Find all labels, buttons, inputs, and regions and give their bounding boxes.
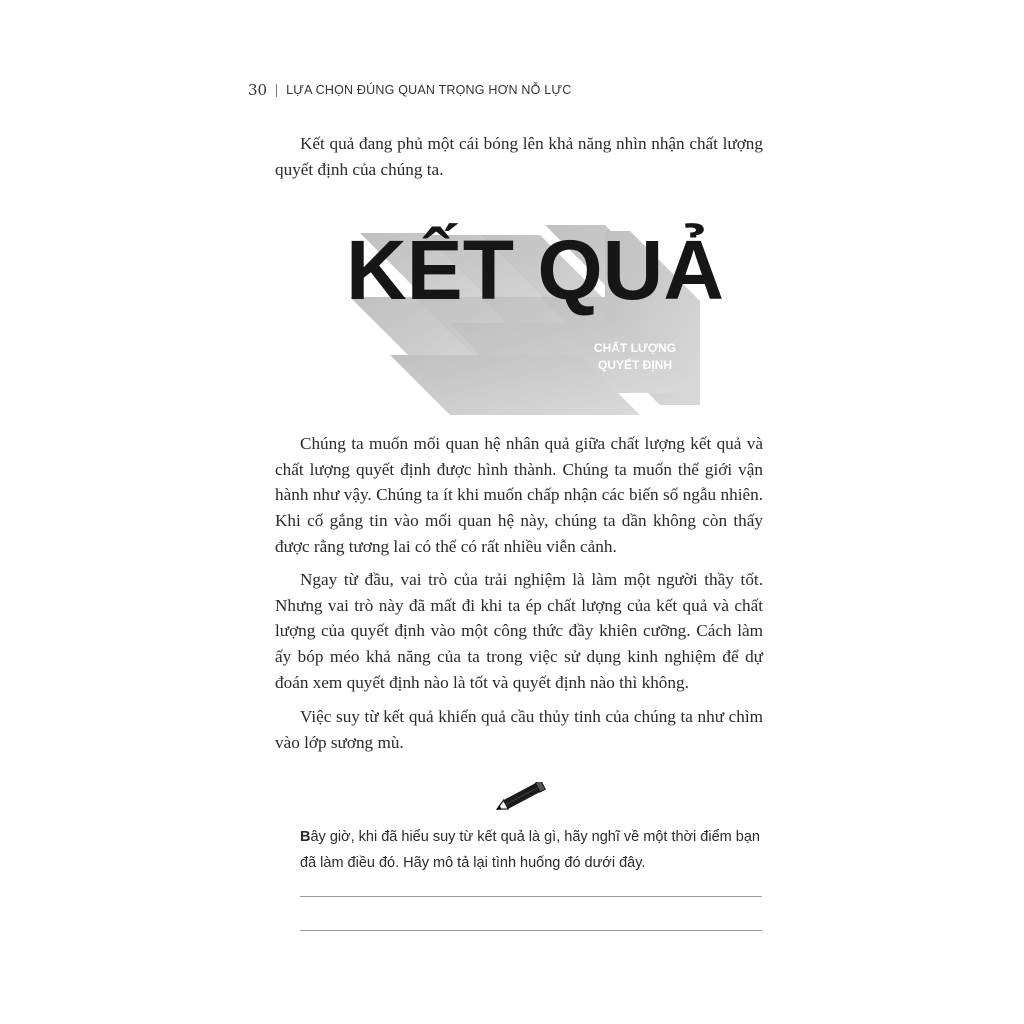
pencil-icon bbox=[490, 782, 550, 816]
running-header bbox=[248, 80, 572, 100]
figure-main-text: KẾT QUẢ bbox=[346, 223, 724, 317]
figure-shadow-label-line2: QUYẾT ĐỊNH bbox=[597, 358, 673, 372]
exercise-first-letter: B bbox=[300, 829, 311, 845]
figure-svg bbox=[330, 205, 730, 420]
running-title: LỰA CHỌN ĐÚNG QUAN TRỌNG HƠN NỖ LỰC bbox=[286, 83, 572, 97]
body-paragraph-1: Chúng ta muốn mối quan hệ nhân quả giữa chất lượng kết quả và chất lượng quyết định được hình thành. Chúng ta muốn thế giới vận hành như vậy. Chúng ta ít khi muốn chấp nhận các biến số ngẫu nhiên. Khi cố gắng tin vào mối quan hệ này, chúng ta dần không còn thấy được rằng tương lai có thể có rất nhiều viễn cảnh. bbox=[275, 434, 763, 556]
outcome-shadow-figure bbox=[330, 205, 730, 420]
exercise-text: ây giờ, khi đã hiểu suy từ kết quả là gì, hãy nghĩ về một thời điểm bạn đã làm điều đó. Hãy mô tả lại tình huống đó dưới đây. bbox=[300, 829, 760, 871]
page-number: 30 bbox=[248, 81, 268, 99]
body-paragraph-2: Ngay từ đầu, vai trò của trải nghiệm là làm một người thầy tốt. Nhưng vai trò này đã mất đi khi ta ép chất lượng của kết quả và chất lượng của quyết định vào một công thức đầy khiên cưỡng. Cách làm ấy bóp méo khả năng của ta trong việc sử dụng kinh nghiệm để dự đoán xem quyết định nào là tốt và quyết định nào thì không. bbox=[275, 570, 763, 692]
figure-shadow-label-line1: CHẤT LƯỢNG bbox=[593, 341, 677, 355]
header-divider bbox=[276, 84, 277, 97]
intro-paragraph: Kết quả đang phủ một cái bóng lên khả năng nhìn nhận chất lượng quyết định của chúng ta. bbox=[275, 134, 763, 179]
answer-line-2 bbox=[300, 930, 762, 931]
body-paragraph-3: Việc suy từ kết quả khiến quả cầu thủy tinh của chúng ta như chìm vào lớp sương mù. bbox=[275, 707, 763, 752]
exercise-prompt bbox=[300, 824, 770, 876]
answer-line-1 bbox=[300, 896, 762, 897]
